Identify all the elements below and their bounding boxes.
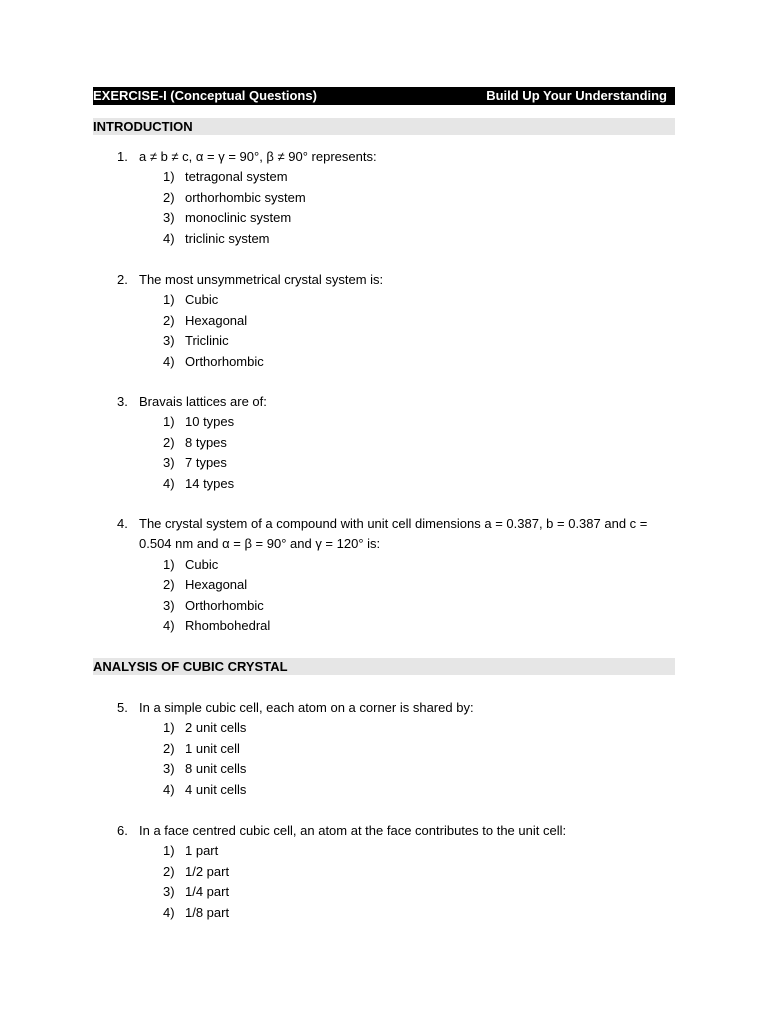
option-text: 7 types	[185, 455, 227, 471]
question-text: Bravais lattices are of:	[139, 394, 267, 409]
option-item	[163, 412, 675, 432]
option-item	[163, 616, 675, 636]
option-list	[117, 555, 675, 637]
option-item	[163, 882, 675, 902]
option-item	[163, 841, 675, 861]
option-number: 2)	[163, 434, 175, 450]
question-stem	[117, 270, 675, 290]
option-item	[163, 352, 675, 372]
question-5	[117, 698, 675, 800]
question-number: 5.	[117, 700, 128, 715]
question-number: 4.	[117, 516, 128, 531]
option-number: 3)	[163, 761, 175, 777]
question-text: In a simple cubic cell, each atom on a corner is shared by:	[139, 700, 474, 715]
option-item	[163, 575, 675, 595]
option-item	[163, 759, 675, 779]
question-text: The crystal system of a compound with unit cell dimensions a = 0.387, b = 0.387 and c = 0.504 nm and α = β = 90° and γ = 120° is:	[139, 516, 648, 552]
option-text: triclinic system	[185, 230, 270, 246]
option-item	[163, 474, 675, 494]
option-text: 1/4 part	[185, 884, 230, 900]
option-item	[163, 739, 675, 759]
question-text: a ≠ b ≠ c, α = γ = 90°, β ≠ 90° represents:	[139, 149, 377, 164]
option-text: 1/2 part	[185, 863, 230, 879]
option-text: Triclinic	[185, 333, 229, 349]
question-6	[117, 821, 675, 923]
question-1	[117, 147, 675, 249]
exercise-header-bar	[93, 87, 675, 105]
option-number: 2)	[163, 577, 175, 593]
option-item	[163, 555, 675, 575]
option-item	[163, 453, 675, 473]
option-number: 3)	[163, 597, 175, 613]
option-item	[163, 167, 675, 187]
option-item	[163, 188, 675, 208]
option-number: 3)	[163, 333, 175, 349]
option-text: tetragonal system	[185, 169, 288, 185]
option-number: 2)	[163, 312, 175, 328]
option-list	[117, 841, 675, 923]
option-number: 2)	[163, 740, 175, 756]
option-list	[117, 718, 675, 800]
option-text: 8 types	[185, 434, 227, 450]
question-stem	[117, 392, 675, 412]
question-number: 6.	[117, 823, 128, 838]
option-number: 2)	[163, 189, 175, 205]
question-4	[117, 514, 675, 636]
option-number: 1)	[163, 169, 175, 185]
option-number: 4)	[163, 781, 175, 797]
option-number: 4)	[163, 475, 175, 491]
question-number: 1.	[117, 149, 128, 164]
question-text: In a face centred cubic cell, an atom at the face contributes to the unit cell:	[139, 823, 567, 838]
option-number: 2)	[163, 863, 175, 879]
option-text: Orthorhombic	[185, 353, 264, 369]
option-item	[163, 208, 675, 228]
option-number: 4)	[163, 230, 175, 246]
option-text: Hexagonal	[185, 577, 248, 593]
question-text: The most unsymmetrical crystal system is:	[139, 272, 384, 287]
question-2	[117, 270, 675, 372]
option-text: Cubic	[185, 292, 219, 308]
option-text: Orthorhombic	[185, 597, 264, 613]
option-list	[117, 412, 675, 494]
option-number: 3)	[163, 884, 175, 900]
option-number: 4)	[163, 618, 175, 634]
question-number: 2.	[117, 272, 128, 287]
option-list	[117, 290, 675, 372]
question-number: 3.	[117, 394, 128, 409]
option-text: Rhombohedral	[185, 618, 271, 634]
option-item	[163, 718, 675, 738]
option-text: 1 unit cell	[185, 740, 240, 756]
question-stem	[117, 821, 675, 841]
option-text: 2 unit cells	[185, 720, 247, 736]
question-3	[117, 392, 675, 494]
option-number: 3)	[163, 210, 175, 226]
option-number: 3)	[163, 455, 175, 471]
option-item	[163, 311, 675, 331]
option-number: 1)	[163, 414, 175, 430]
question-stem	[117, 147, 675, 167]
section-heading-cubic-crystal: ANALYSIS OF CUBIC CRYSTAL	[93, 658, 675, 675]
option-text: monoclinic system	[185, 210, 292, 226]
question-stem	[117, 514, 675, 555]
option-number: 1)	[163, 720, 175, 736]
option-text: 4 unit cells	[185, 781, 247, 797]
option-item	[163, 290, 675, 310]
exercise-subtitle: Build Up Your Understanding	[486, 88, 667, 103]
option-number: 1)	[163, 292, 175, 308]
option-text: 10 types	[185, 414, 235, 430]
question-stem	[117, 698, 675, 718]
section-heading-introduction: INTRODUCTION	[93, 118, 675, 135]
option-text: orthorhombic system	[185, 189, 306, 205]
option-item	[163, 862, 675, 882]
option-text: 8 unit cells	[185, 761, 247, 777]
option-text: Hexagonal	[185, 312, 248, 328]
option-item	[163, 331, 675, 351]
option-text: 14 types	[185, 475, 235, 491]
option-text: 1/8 part	[185, 904, 230, 920]
option-text: Cubic	[185, 556, 219, 572]
option-number: 1)	[163, 843, 175, 859]
option-list	[117, 167, 675, 249]
option-item	[163, 596, 675, 616]
exercise-title: EXERCISE-I (Conceptual Questions)	[93, 88, 317, 103]
option-item	[163, 903, 675, 923]
option-number: 4)	[163, 353, 175, 369]
option-number: 1)	[163, 556, 175, 572]
option-text: 1 part	[185, 843, 219, 859]
option-number: 4)	[163, 904, 175, 920]
option-item	[163, 780, 675, 800]
option-item	[163, 229, 675, 249]
option-item	[163, 433, 675, 453]
